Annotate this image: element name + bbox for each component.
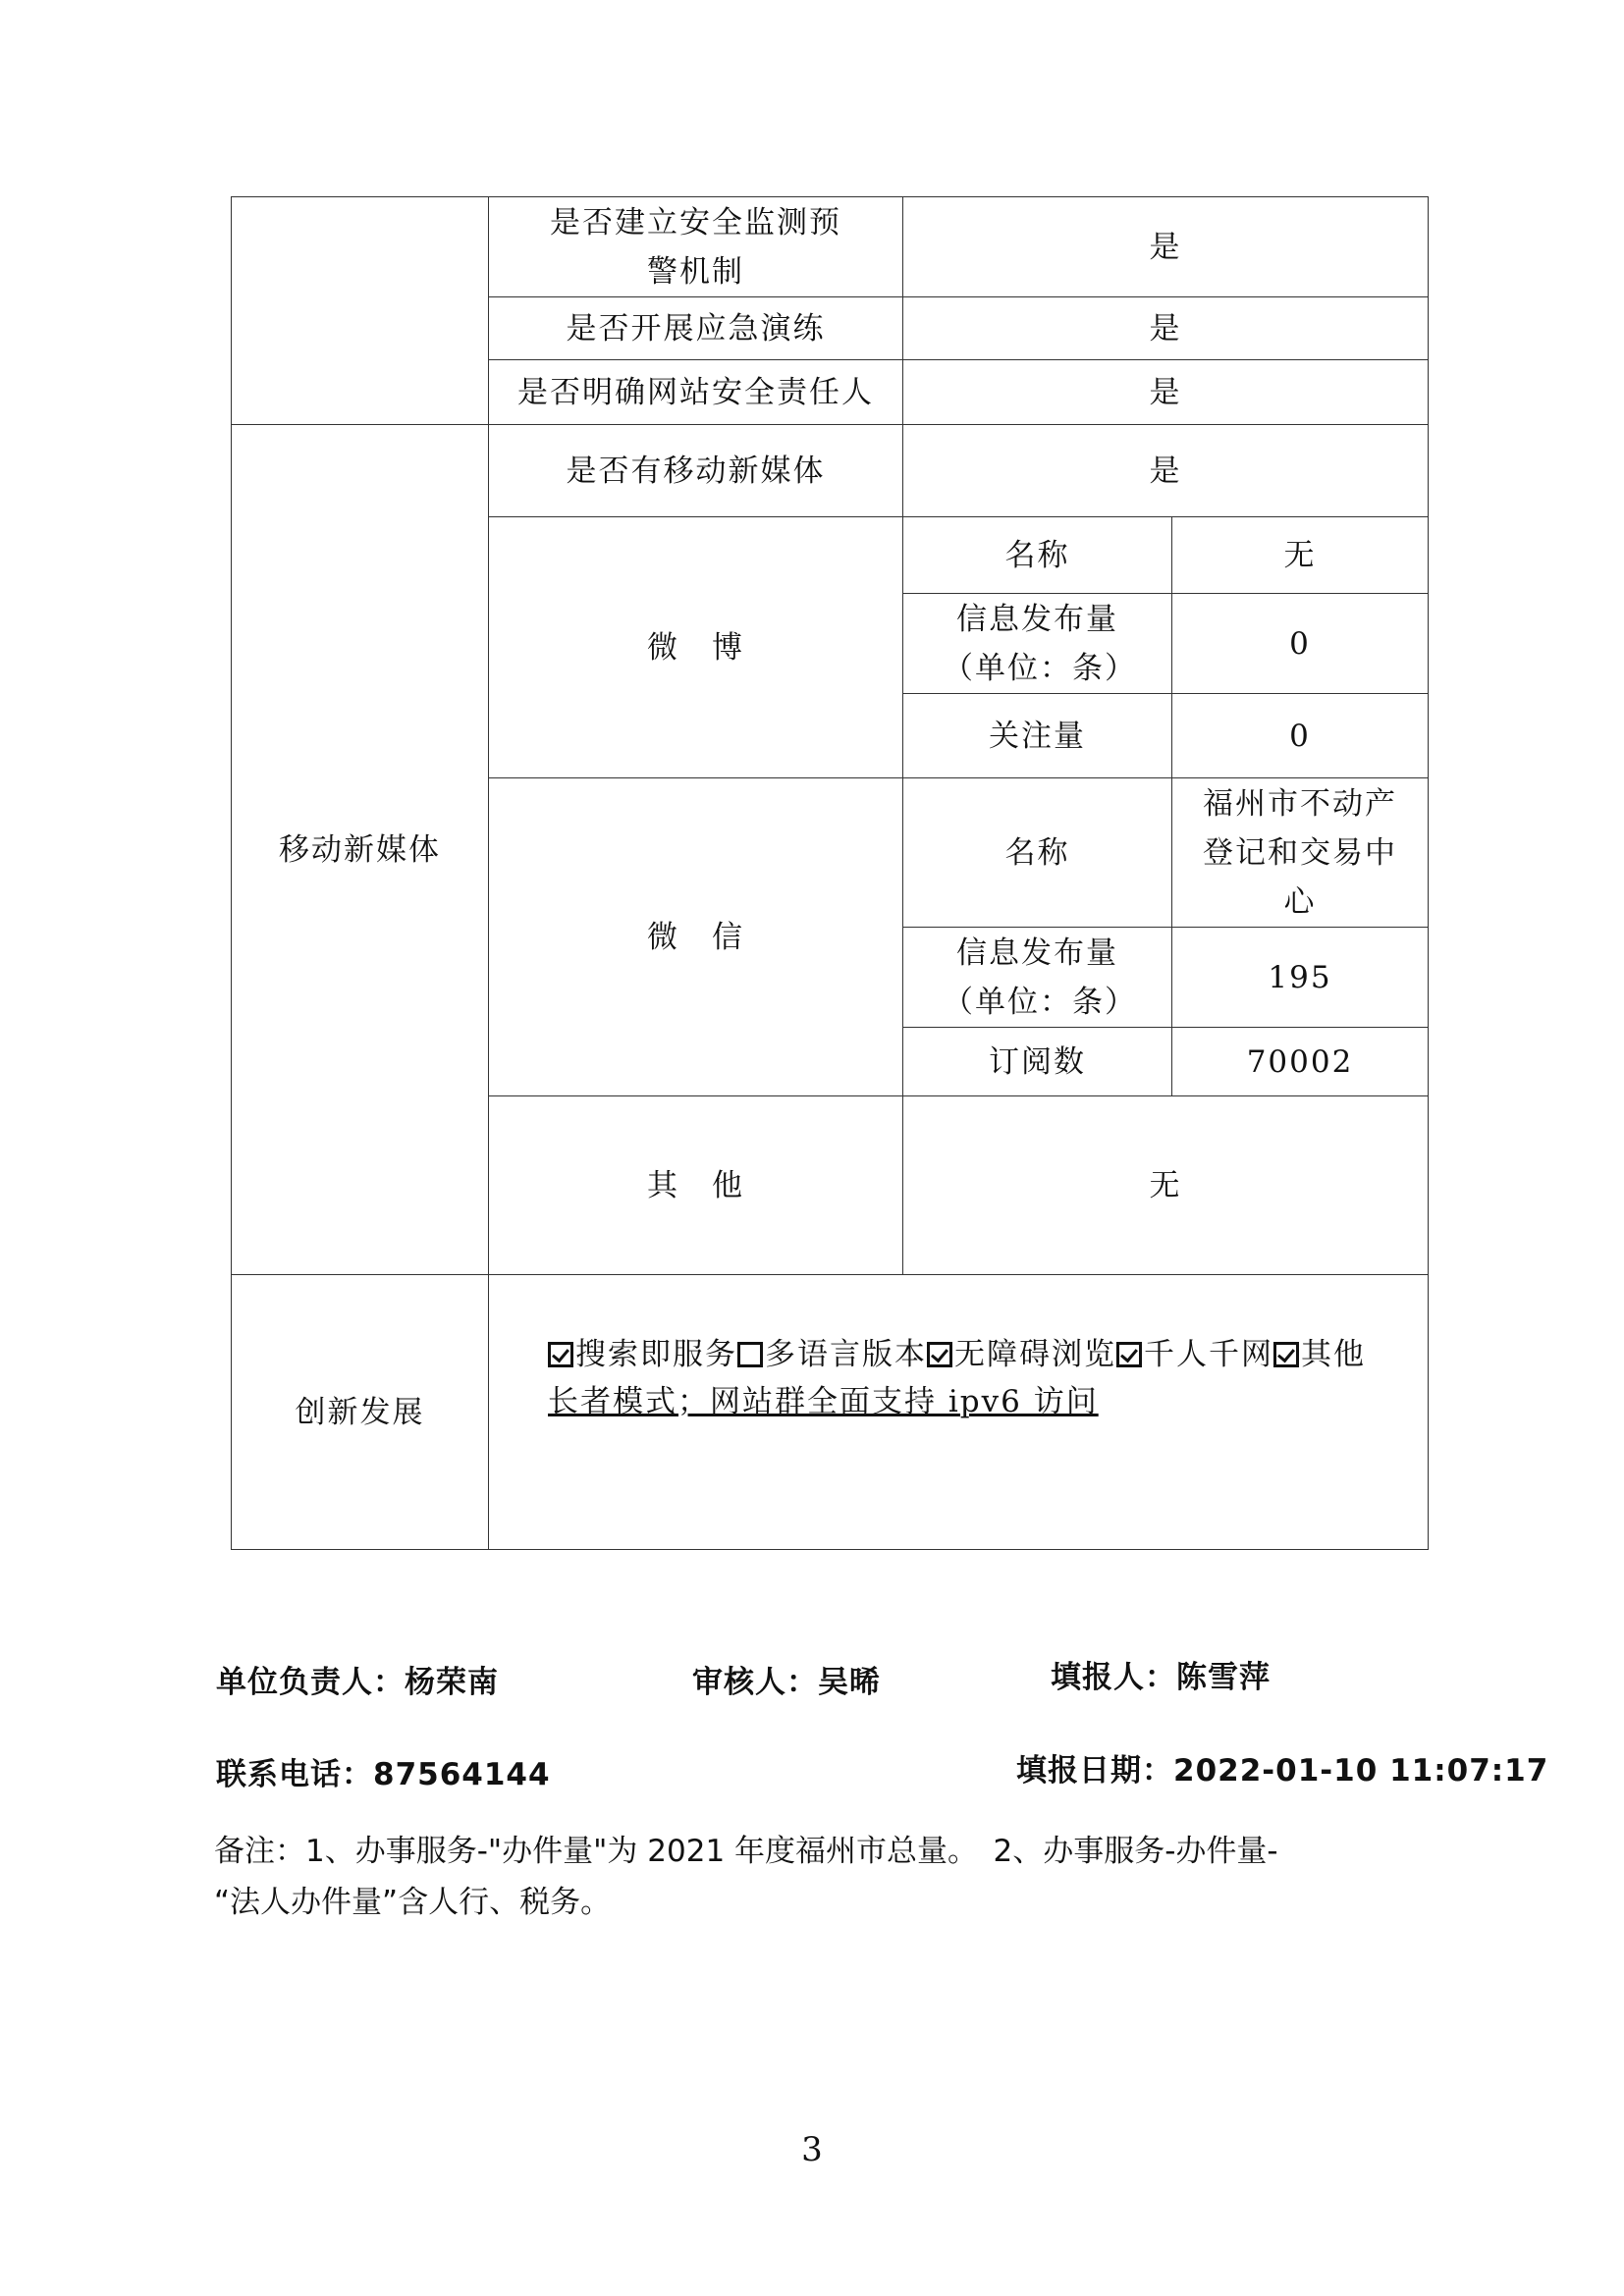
wechat-name-value: 福州市不动产登记和交易中心 xyxy=(1172,778,1429,928)
phone-info: 联系电话：87564144 xyxy=(216,1757,551,1792)
has-media-label: 是否有移动新媒体 xyxy=(489,425,903,517)
checkbox-icon xyxy=(1116,1342,1142,1367)
weibo-label: 微 博 xyxy=(489,517,903,778)
reviewer-signature: 审核人：吴晞 xyxy=(692,1665,881,1700)
media-section-label: 移动新媒体 xyxy=(232,425,489,1275)
filler-signature: 填报人：陈雪萍 xyxy=(1051,1660,1271,1695)
weibo-name-value: 无 xyxy=(1172,517,1429,594)
option-search-service: 搜索即服务 xyxy=(548,1337,737,1372)
leader-signature: 单位负责人：杨荣南 xyxy=(216,1665,499,1700)
weibo-follow-label: 关注量 xyxy=(903,694,1172,778)
wechat-sub-value: 70002 xyxy=(1172,1028,1429,1096)
option-multilingual: 多语言版本 xyxy=(737,1337,927,1372)
checkbox-icon xyxy=(1273,1342,1299,1367)
innovation-options xyxy=(548,1331,1422,1378)
security-section-cell xyxy=(232,197,489,425)
security-drill-label: 是否开展应急演练 xyxy=(489,297,903,360)
wechat-name-label: 名称 xyxy=(903,778,1172,928)
report-table xyxy=(231,196,1429,1550)
wechat-label: 微 信 xyxy=(489,778,903,1096)
wechat-sub-label: 订阅数 xyxy=(903,1028,1172,1096)
option-personalized: 千人千网 xyxy=(1116,1337,1273,1372)
innovation-content xyxy=(489,1275,1429,1550)
security-owner-value: 是 xyxy=(903,360,1429,425)
innovation-other-text: 长者模式；网站群全面支持 ipv6 访问 xyxy=(548,1383,1099,1419)
footnote-line-2: “法人办件量”含人行、税务。 xyxy=(214,1885,612,1920)
security-monitor-value: 是 xyxy=(903,197,1429,297)
option-accessibility: 无障碍浏览 xyxy=(927,1337,1116,1372)
checkbox-icon xyxy=(927,1342,952,1367)
footnote xyxy=(214,1826,1451,1928)
checkbox-icon xyxy=(737,1342,763,1367)
weibo-posts-label: 信息发布量（单位：条） xyxy=(903,594,1172,694)
weibo-name-label: 名称 xyxy=(903,517,1172,594)
other-media-value: 无 xyxy=(903,1096,1429,1275)
security-drill-value: 是 xyxy=(903,297,1429,360)
option-other: 其他 xyxy=(1273,1337,1366,1372)
security-owner-label: 是否明确网站安全责任人 xyxy=(489,360,903,425)
security-monitor-label: 是否建立安全监测预警机制 xyxy=(489,197,903,297)
innovation-section-label: 创新发展 xyxy=(232,1275,489,1550)
weibo-follow-value: 0 xyxy=(1172,694,1429,778)
other-media-label: 其 他 xyxy=(489,1096,903,1275)
wechat-posts-label: 信息发布量（单位：条） xyxy=(903,928,1172,1028)
page-number: 3 xyxy=(801,2130,823,2169)
footnote-line-1: 备注：1、办事服务-"办件量"为 2021 年度福州市总量。 2、办事服务-办件量- xyxy=(214,1834,1278,1869)
wechat-posts-value: 195 xyxy=(1172,928,1429,1028)
date-info: 填报日期：2022-01-10 11:07:17 xyxy=(1016,1753,1549,1789)
has-media-value: 是 xyxy=(903,425,1429,517)
weibo-posts-value: 0 xyxy=(1172,594,1429,694)
checkbox-icon xyxy=(548,1342,573,1367)
